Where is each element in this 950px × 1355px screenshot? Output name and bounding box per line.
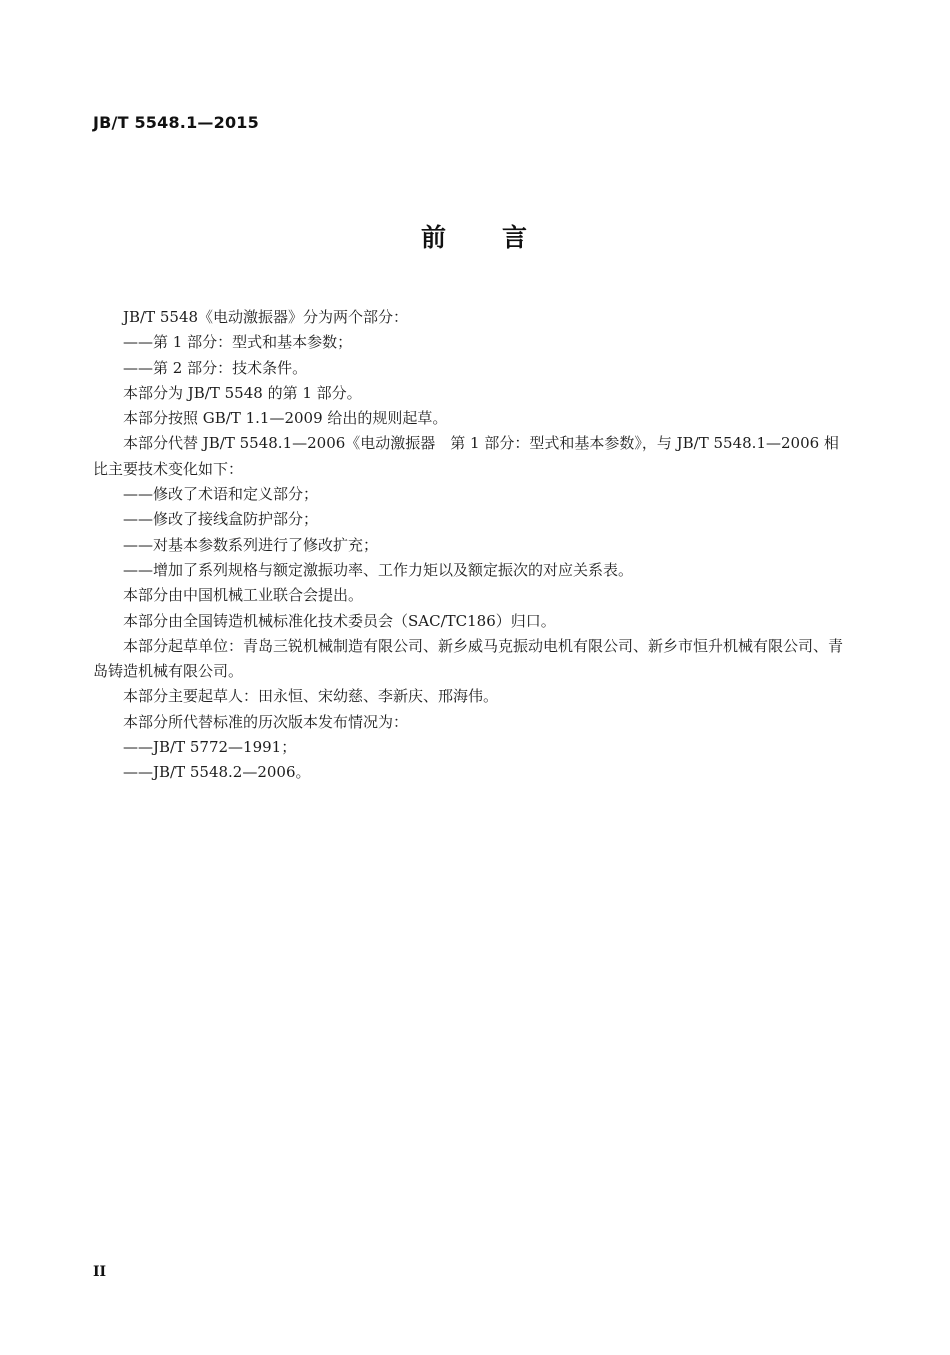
list-item: ——对基本参数系列进行了修改扩充； <box>123 535 379 554</box>
paragraph: 本部分由中国机械工业联合会提出。 <box>123 586 364 605</box>
list-item: ——修改了术语和定义部分； <box>123 485 319 504</box>
paragraph: JB/T 5548《电动激振器》分为两个部分： <box>123 308 409 326</box>
list-item: ——增加了系列规格与额定激振功率、工作力矩以及额定振次的对应关系表。 <box>123 560 634 579</box>
list-item: ——JB/T 5772—1991； <box>123 738 297 757</box>
paragraph: 本部分由全国铸造机械标准化技术委员会（SAC/TC186）归口。 <box>123 611 556 630</box>
paragraph: 本部分起草单位：青岛三锐机械制造有限公司、新乡威马克振动电机有限公司、新乡市恒升机械有限公司、青岛铸造机械有限公司。 <box>93 636 844 681</box>
standard-code-header: JB/T 5548.1—2015 <box>93 113 259 132</box>
paragraph: 本部分主要起草人：田永恒、宋幼慈、李新庆、邢海伟。 <box>123 687 499 706</box>
list-item: ——第 2 部分：技术条件。 <box>123 358 308 377</box>
preface-title: 前 言 <box>420 223 529 252</box>
paragraph: 本部分所代替标准的历次版本发布情况为： <box>123 712 409 731</box>
preface-body <box>93 305 853 786</box>
paragraph: 本部分代替 JB/T 5548.1—2006《电动激振器 第 1 部分：型式和基本参数》，与 JB/T 5548.1—2006 相比主要技术变化如下： <box>93 434 839 478</box>
paragraph: 本部分为 JB/T 5548 的第 1 部分。 <box>123 383 362 402</box>
page-number: II <box>93 1264 107 1280</box>
list-item: ——JB/T 5548.2—2006。 <box>123 763 311 782</box>
list-item: ——修改了接线盒防护部分； <box>123 510 319 529</box>
paragraph: 本部分按照 GB/T 1.1—2009 给出的规则起草。 <box>123 409 448 428</box>
list-item: ——第 1 部分：型式和基本参数； <box>123 333 353 352</box>
